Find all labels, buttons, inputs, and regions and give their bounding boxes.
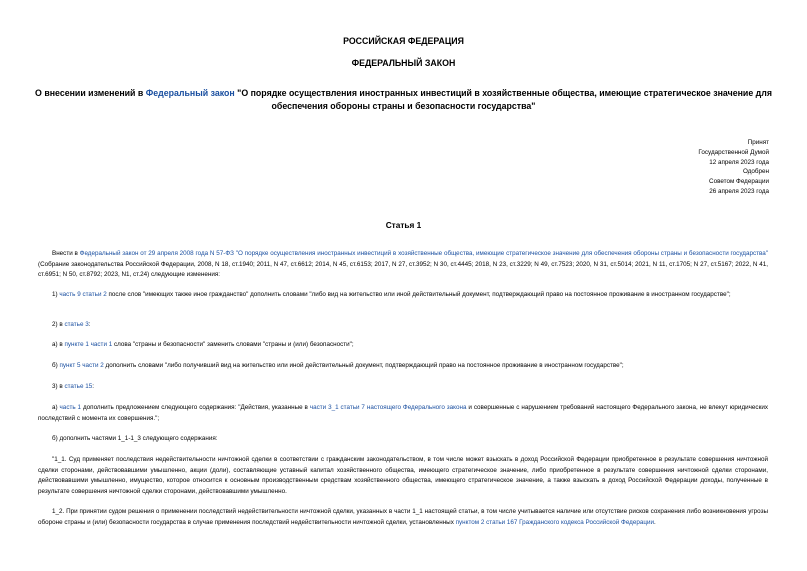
article-link[interactable]: статье 15	[64, 383, 93, 390]
text: и совершенные с нарушением требований настоящего Федерального закона, не влекут юридических последствий с момента их совершения.";	[38, 404, 768, 422]
text: дополнить предложением следующего содержания: "Действия, указанные в	[81, 404, 310, 411]
intro-paragraph	[38, 249, 768, 281]
article-link[interactable]: статье 3	[64, 321, 89, 328]
article-link[interactable]: часть 9 статьи 2	[59, 291, 107, 298]
title-prefix: О внесении изменений в	[35, 88, 146, 98]
text: дополнить словами "либо получивший вид на жительство или иной действительный документ, подтверждающий право на постоянное проживание в иностранном государстве";	[103, 362, 624, 369]
text: а) в	[52, 341, 65, 348]
text: (Собрание законодательства Российской Федерации, 2008, N 18, ст.1940; 2011, N 47, ст.6612; 2014, N 45, ст.6153; 2017, N 27, ст.3952; N 30, ст.4445; 2018, N 23, ст.3229; N 49, ст.7523; 2020, N 31, ст.5014; 2021, N 11, ст.1705; N 27, ст.5167; 2022, N 41, ст.6951; N 50, ст.8792; 2023, N1, ст.24) следующие изменения:	[38, 260, 768, 279]
text: Внести в	[52, 250, 80, 257]
law-title	[30, 87, 777, 112]
adoption-line: Советом Федерации	[709, 178, 769, 186]
country-heading: РОССИЙСКАЯ ФЕДЕРАЦИЯ	[343, 36, 464, 46]
item-2b-paragraph	[38, 361, 768, 372]
adoption-line: 26 апреля 2023 года	[709, 187, 769, 195]
item-3b-paragraph: б) дополнить частями 1_1-1_3 следующего содержания:	[52, 435, 218, 442]
article-link[interactable]: пункт 5 части 2	[59, 362, 104, 369]
adoption-line: Государственной Думой	[698, 148, 769, 156]
item-3-paragraph	[38, 382, 768, 393]
article-link[interactable]: части 3_1 статьи 7 настоящего Федерального закона	[309, 404, 467, 411]
text: слова "страны и безопасности" заменить словами "страны и (или) безопасности";	[112, 341, 354, 348]
text: 3) в	[52, 383, 65, 390]
title-law-link[interactable]: Федеральный закон	[145, 88, 235, 98]
adoption-line: Принят	[747, 139, 769, 146]
adoption-line: 12 апреля 2023 года	[709, 158, 769, 166]
text: :	[88, 321, 91, 328]
text: после слов "имеющих также иное гражданство" дополнить словами "либо вид на жительство или иной действительный документ, подтверждающий право на постоянное проживание в иностранном государстве";	[106, 291, 731, 298]
article-link[interactable]: часть 1	[59, 404, 82, 411]
item-2a-paragraph	[38, 340, 768, 351]
text: 1_2. При принятии судом решения о применении последствий недействительности ничтожной сделки, указанных в части 1_1 настоящей статьи, в том числе учитывается наличие или отсутствие рисков сохранения либо возникновения угрозы обороне страны и (или) безопасности государства в случае применения последствий недействительности ничтожной сделки, установленных	[38, 508, 768, 526]
text: а)	[52, 404, 60, 411]
doc-type-heading: ФЕДЕРАЛЬНЫЙ ЗАКОН	[351, 58, 456, 68]
text: б)	[52, 362, 60, 369]
item-2-paragraph	[38, 320, 768, 331]
title-rest: "О порядке осуществления иностранных инвестиций в хозяйственные общества, имеющие стратегическое значение для обеспечения обороны страны и безопасности государства"	[234, 88, 772, 111]
article-heading: Статья 1	[385, 220, 422, 230]
text: .	[654, 518, 656, 526]
text: 2) в	[52, 321, 65, 328]
adoption-line: Одобрен	[742, 168, 769, 176]
adoption-block	[569, 138, 769, 197]
part-1-1-paragraph: "1_1. Суд применяет последствия недействительности ничтожной сделки в соответствии с гражданским законодательством, в том числе может взыскать в доход Российской Федерации приобретенное в результате совершения ничтожной сделки сторонами, действовавшими умышленно, акции (доли), составляющие уставный капитал хозяйственного общества, имеющего стратегическое значение, либо приобретенное в результате совершения ничтожной сделки сторонами, действовавшими умышленно, имущество, которое относится к основным производственным средствам хозяйственного общества, имеющего стратегическое значение, а также взыскать в доход Российской Федерации доходы, полученные в результате совершения ничтожной сделки сторонами, действовавшими умышленно.	[38, 456, 768, 495]
article-link[interactable]: пункте 1 части 1	[64, 341, 113, 348]
part-1-2-paragraph	[38, 507, 768, 528]
item-1-paragraph	[38, 290, 768, 301]
text: :	[92, 383, 94, 390]
text: 1)	[52, 291, 60, 298]
code-link[interactable]: пунктом 2 статьи 167 Гражданского кодекса Российской Федерации	[455, 518, 655, 526]
item-3a-paragraph	[38, 403, 768, 424]
law-link[interactable]: Федеральный закон от 29 апреля 2008 года N 57-ФЗ "О порядке осуществления иностранных инвестиций в хозяйственные общества, имеющие стратегическое значение для обеспечения обороны страны и безопасности государства"	[79, 250, 768, 257]
